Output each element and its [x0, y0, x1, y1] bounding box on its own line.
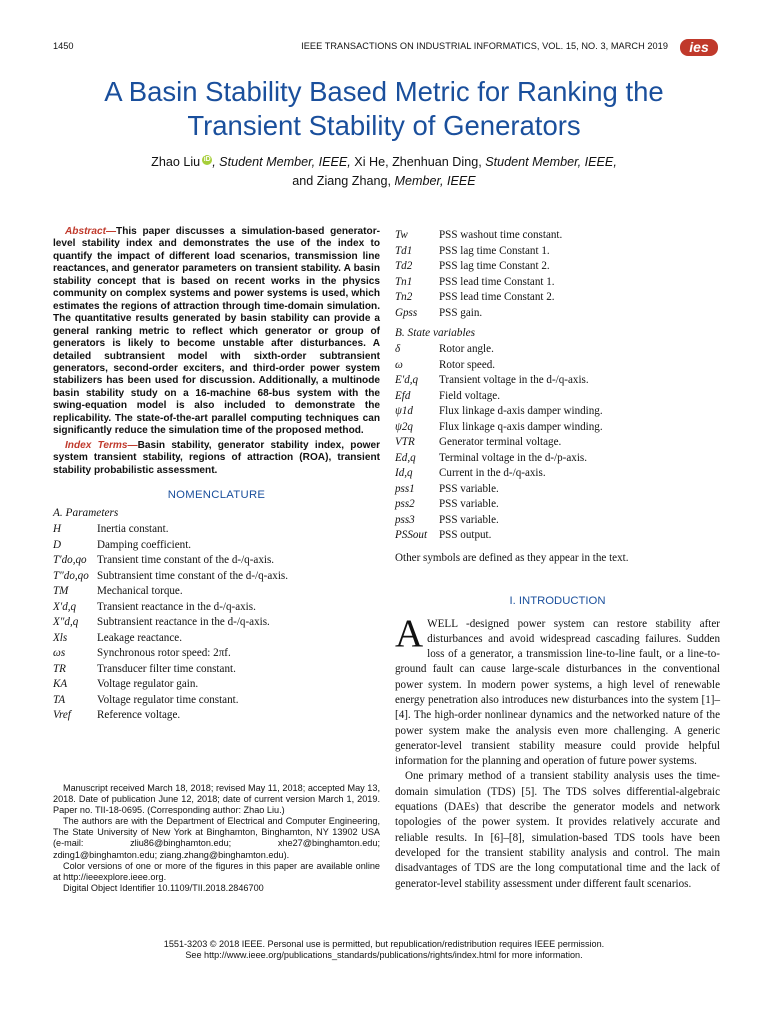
nomenclature-symbol: ωs [53, 647, 66, 660]
nomenclature-row [395, 358, 720, 374]
title-line-1: A Basin Stability Based Metric for Ranking the [104, 76, 664, 107]
title-line-2: Transient Stability of Generators [187, 110, 581, 141]
nomenclature-row [53, 646, 380, 662]
page-number: 1450 [53, 41, 74, 51]
nomenclature-definition: Rotor speed. [439, 358, 496, 371]
author-role: , Student Member, IEEE, [212, 155, 351, 169]
nomenclature-row [53, 553, 380, 569]
nomenclature-definition: Terminal voltage in the d-/p-axis. [439, 451, 588, 464]
author-name: Zhao Liu [151, 155, 201, 169]
nomenclature-symbol: PSSout [395, 529, 428, 541]
nomenclature-definition: Transient reactance in the d-/q-axis. [97, 600, 256, 613]
nomenclature-definition: Transducer filter time constant. [97, 662, 236, 675]
orcid-icon[interactable]: iD [203, 156, 211, 163]
nomenclature-row [395, 404, 720, 420]
nomenclature-row [395, 244, 720, 260]
other-symbols-note: Other symbols are defined as they appear in the text. [395, 551, 629, 564]
parameters-list [53, 522, 380, 724]
nomenclature-symbol: pss3 [395, 513, 415, 526]
nomenclature-row [395, 497, 720, 513]
nomenclature-row [395, 373, 720, 389]
nomenclature-symbol: X′d,q [53, 600, 77, 613]
author-role: Member, IEEE [391, 174, 476, 188]
nomenclature-definition: PSS variable. [439, 498, 499, 510]
right-column [395, 228, 720, 892]
nomenclature-row [53, 677, 380, 693]
nomenclature-row [395, 275, 720, 291]
paper-title [0, 75, 768, 143]
abstract-label: Abstract— [65, 226, 117, 237]
nomenclature-symbol: Vref [53, 709, 71, 722]
nomenclature-symbol: ψ2q [395, 420, 413, 433]
nomenclature-symbol: Ed,q [395, 451, 416, 464]
abstract-text: This paper discusses a simulation-based generator-level stability index and demonstrates the use of the index to quantify the impact of different load scenarios, transmission line reactances, and generator parameters on transient stability. A basin stability concept that is based on recent works in the physics community on complex systems and power systems is used, which estimates the regions of attraction through time-domain simulation. The quantitative results generated by basin stability can provide a general ranking metric to reflect which generator or group of generators is likely to become unstable after disturbances. A detailed subtransient model with sixth-order subtransient generators, second-order exciters, and third-order power system stabilizers has been used for discussion. Additionally, a multinode basin stability study on a 16-machine 68-bus system with the swing-equation model is also included to demonstrate the replicability. The state-of-the-art parallel computing techniques can significantly reduce the simulation time of the proposed method. [53, 226, 380, 437]
nomenclature-symbol: Xls [53, 631, 68, 644]
nomenclature-row [53, 631, 380, 647]
nomenclature-definition: Synchronous rotor speed: 2πf. [97, 647, 231, 660]
nomenclature-row [395, 259, 720, 275]
nomenclature-definition: Leakage reactance. [97, 631, 182, 644]
nomenclature-row [395, 228, 720, 244]
nomenclature-definition: PSS variable. [439, 513, 499, 526]
nomenclature-definition: Generator terminal voltage. [439, 436, 562, 448]
nomenclature-definition: PSS gain. [439, 306, 483, 319]
nomenclature-definition: Flux linkage q-axis damper winding. [439, 420, 603, 433]
footnotes [53, 783, 380, 894]
author-list [0, 153, 768, 191]
nomenclature-definition: Flux linkage d-axis damper winding. [439, 405, 603, 417]
copyright-line-2: See http://www.ieee.org/publications_standards/publications/rights/index.html for more information. [185, 950, 583, 961]
author-names: Xi He, Zhenhuan Ding, [350, 155, 482, 169]
nomenclature-symbol: TA [53, 693, 66, 706]
ies-logo-icon [680, 36, 718, 58]
nomenclature-row [53, 522, 380, 538]
nomenclature-row [53, 600, 380, 616]
introduction-heading: I. INTRODUCTION [509, 594, 606, 607]
nomenclature-row [53, 538, 380, 554]
nomenclature-definition: Mechanical torque. [97, 585, 183, 598]
state-variables-heading: B. State variables [395, 327, 476, 339]
state-variables-list [395, 342, 720, 544]
author-role: Student Member, IEEE, [481, 155, 617, 169]
nomenclature-definition: PSS lead time Constant 2. [439, 291, 555, 303]
nomenclature-symbol: H [53, 523, 62, 536]
nomenclature-heading: NOMENCLATURE [167, 489, 266, 502]
nomenclature-symbol: TM [53, 585, 69, 598]
journal-header: IEEE TRANSACTIONS ON INDUSTRIAL INFORMATICS, VOL. 15, NO. 3, MARCH 2019 [301, 41, 668, 51]
nomenclature-symbol: Tn1 [395, 275, 413, 288]
nomenclature-symbol: T′do,qo [53, 554, 87, 567]
nomenclature-symbol: Tn2 [395, 291, 413, 303]
nomenclature-row [395, 389, 720, 405]
nomenclature-row [53, 708, 380, 724]
nomenclature-definition: Voltage regulator time constant. [97, 693, 239, 706]
index-terms-label: Index Terms— [65, 439, 138, 451]
nomenclature-symbol: Td1 [395, 244, 413, 257]
nomenclature-symbol: ω [395, 358, 403, 371]
nomenclature-row [395, 306, 720, 322]
intro-paragraph-1: AWELL -designed power system can restore stability after disturbances and avoid widespread cascading failures. Sudden loss of a generator, a transmission line-to-line fault, or a line-to-ground fault can cause large-scale disturbances in the conventional power system. In modern power systems, a high level of renewable energy penetration also introduces new disturbances into the system [1]–[4]. The high-order nonlinear dynamics and the networked nature of the power system make the analysis even more challenging. A generic generator-level transient stability measure could provide helpful information for the planning and operation of future power systems. [395, 611, 720, 768]
nomenclature-row [53, 615, 380, 631]
nomenclature-definition: Reference voltage. [97, 709, 181, 722]
nomenclature-row [53, 693, 380, 709]
left-column [53, 226, 380, 724]
footnote-doi: Digital Object Identifier 10.1109/TII.2018.2846700 [63, 882, 264, 893]
nomenclature-definition: Subtransient time constant of the d-/q-axis. [97, 569, 289, 582]
nomenclature-definition: PSS washout time constant. [439, 229, 563, 241]
nomenclature-row [53, 569, 380, 585]
nomenclature-symbol: D [53, 538, 62, 551]
nomenclature-symbol: VTR [395, 436, 415, 448]
nomenclature-row [395, 513, 720, 529]
nomenclature-symbol: E′d,q [395, 374, 419, 386]
nomenclature-row [395, 342, 720, 358]
copyright-line-1: 1551-3203 © 2018 IEEE. Personal use is permitted, but republication/redistribution requires IEEE permission. [163, 939, 605, 949]
nomenclature-symbol: Td2 [395, 260, 413, 272]
author-name: and Ziang Zhang, [292, 174, 392, 188]
nomenclature-definition: Transient voltage in the d-/q-axis. [439, 374, 589, 386]
nomenclature-definition: Transient time constant of the d-/q-axis. [97, 554, 275, 567]
nomenclature-symbol: Tw [395, 229, 408, 241]
nomenclature-row [53, 584, 380, 600]
index-terms-text: Basin stability, generator stability index, power system transient stability, regions of attraction (ROA), transient stability probabilistic assessment. [53, 439, 381, 476]
nomenclature-symbol: pss2 [395, 498, 415, 510]
nomenclature-symbol: δ [395, 343, 401, 355]
nomenclature-symbol: Id,q [395, 467, 413, 479]
footnote-affiliation: The authors are with the Department of Electrical and Computer Engineering, The State University of New York at Binghamton, Binghamton, NY 13902 USA (e-mail: zliu86@binghamton.edu; xhe27@binghamton.edu; zding1@binghamton.edu; ziang.zhang@binghamton.edu). [53, 816, 380, 860]
nomenclature-definition: Voltage regulator gain. [97, 678, 199, 691]
nomenclature-definition: Subtransient reactance in the d-/q-axis. [97, 616, 270, 629]
nomenclature-symbol: ψ1d [395, 405, 413, 417]
nomenclature-definition: Rotor angle. [439, 343, 494, 355]
nomenclature-symbol: Efd [395, 389, 411, 402]
nomenclature-definition: Current in the d-/q-axis. [439, 467, 546, 479]
nomenclature-row [395, 435, 720, 451]
index-terms [53, 440, 380, 477]
nomenclature-row [395, 290, 720, 306]
nomenclature-row [395, 528, 720, 544]
nomenclature-definition: Inertia constant. [97, 523, 169, 536]
drop-cap: A [395, 611, 424, 655]
nomenclature-definition: PSS output. [439, 529, 492, 541]
nomenclature-row [395, 451, 720, 467]
nomenclature-symbol: X″d,q [53, 616, 79, 629]
nomenclature-row [395, 420, 720, 436]
nomenclature-symbol: TR [53, 662, 66, 675]
nomenclature-definition: Damping coefficient. [97, 538, 192, 551]
nomenclature-definition: PSS lag time Constant 2. [439, 260, 550, 272]
nomenclature-row [395, 466, 720, 482]
nomenclature-symbol: pss1 [395, 482, 415, 495]
nomenclature-definition: PSS lag time Constant 1. [439, 244, 550, 257]
copyright-notice [0, 939, 768, 962]
nomenclature-definition: Field voltage. [439, 389, 501, 402]
intro-paragraph-2: One primary method of a transient stability analysis uses the time-domain simulation (TDS) [5]. The TDS solves differential-algebraic equations (DAEs) that describe the generator models and network topologies of the power system. It provides relatively accurate and reliable results. In [6]–[8], simulation-based TDS tools have been developed for the transient stability analysis and control. The main disadvantages of TDS are the long computational time and the lack of generator-level stability assessment under different fault scenarios. [395, 770, 720, 890]
footnote-manuscript: Manuscript received March 18, 2018; revised May 11, 2018; accepted May 13, 2018. Date of publication June 12, 2018; date of current version March 1, 2019. Paper no. TII-18-0695. (Corresponding author: Zhao Liu.) [53, 783, 380, 816]
parameters-heading: A. Parameters [53, 507, 119, 520]
nomenclature-row [53, 662, 380, 678]
nomenclature-row [395, 482, 720, 498]
nomenclature-symbol: Gpss [395, 306, 418, 319]
svg-text:ies: ies [689, 39, 709, 55]
nomenclature-definition: PSS variable. [439, 482, 499, 495]
parameters-list-continued [395, 228, 720, 321]
nomenclature-definition: PSS lead time Constant 1. [439, 275, 555, 288]
abstract [53, 226, 380, 438]
nomenclature-symbol: T″do,qo [53, 569, 89, 582]
footnote-color: Color versions of one or more of the figures in this paper are available online at http://ieeexplore.ieee.org. [53, 860, 380, 882]
nomenclature-symbol: KA [53, 678, 68, 691]
